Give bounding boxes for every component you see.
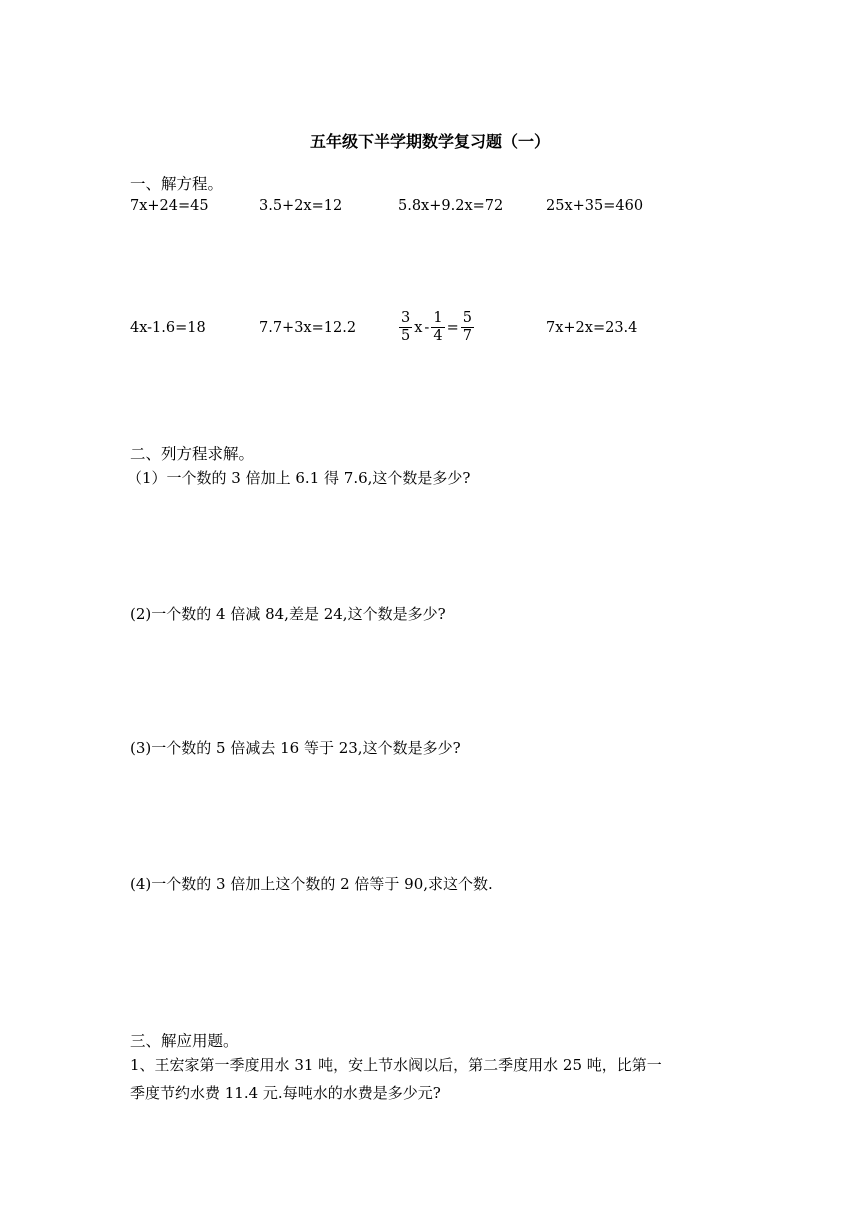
section2-heading: 二、列方程求解。 — [130, 445, 255, 463]
equation-3: 5.8x+9.2x=72 — [398, 198, 504, 214]
equation-5: 4x-1.6=18 — [130, 320, 206, 336]
variable-x: x — [414, 319, 423, 336]
minus-sign: - — [424, 319, 430, 336]
fraction-c-denominator: 7 — [462, 328, 472, 344]
equation-1: 7x+24=45 — [130, 198, 209, 214]
word-problem-3: (3)一个数的 5 倍减去 16 等于 23,这个数是多少? — [130, 739, 461, 757]
application-problem-1-line-1: 1、王宏家第一季度用水 31 吨，安上节水阀以后，第二季度用水 25 吨，比第一 — [130, 1056, 662, 1074]
fraction-b-denominator: 4 — [433, 328, 443, 344]
fraction-a-denominator: 5 — [401, 328, 411, 344]
fraction-c-numerator: 5 — [462, 310, 472, 326]
equation-2: 3.5+2x=12 — [259, 198, 343, 214]
page-title: 五年级下半学期数学复习题（一） — [309, 132, 550, 151]
fraction-a — [399, 310, 412, 345]
section1-heading: 一、解方程。 — [130, 175, 224, 193]
application-problem-1-line-2: 季度节约水费 11.4 元.每吨水的水费是多少元? — [130, 1084, 441, 1102]
word-problem-4: (4)一个数的 3 倍加上这个数的 2 倍等于 90,求这个数. — [130, 875, 493, 893]
word-problem-2: (2)一个数的 4 倍减 84,差是 24,这个数是多少? — [130, 605, 446, 623]
equation-7-fraction — [398, 310, 475, 345]
word-problem-1: （1）一个数的 3 倍加上 6.1 得 7.6,这个数是多少? — [127, 469, 471, 487]
section3-heading: 三、解应用题。 — [130, 1032, 239, 1050]
fraction-b-numerator: 1 — [433, 310, 443, 326]
equals-sign: = — [446, 319, 459, 336]
equation-6: 7.7+3x=12.2 — [259, 320, 357, 336]
fraction-c — [461, 310, 474, 345]
fraction-a-numerator: 3 — [401, 310, 411, 326]
equation-8: 7x+2x=23.4 — [546, 320, 638, 336]
fraction-b — [431, 310, 444, 345]
equation-4: 25x+35=460 — [546, 198, 644, 214]
